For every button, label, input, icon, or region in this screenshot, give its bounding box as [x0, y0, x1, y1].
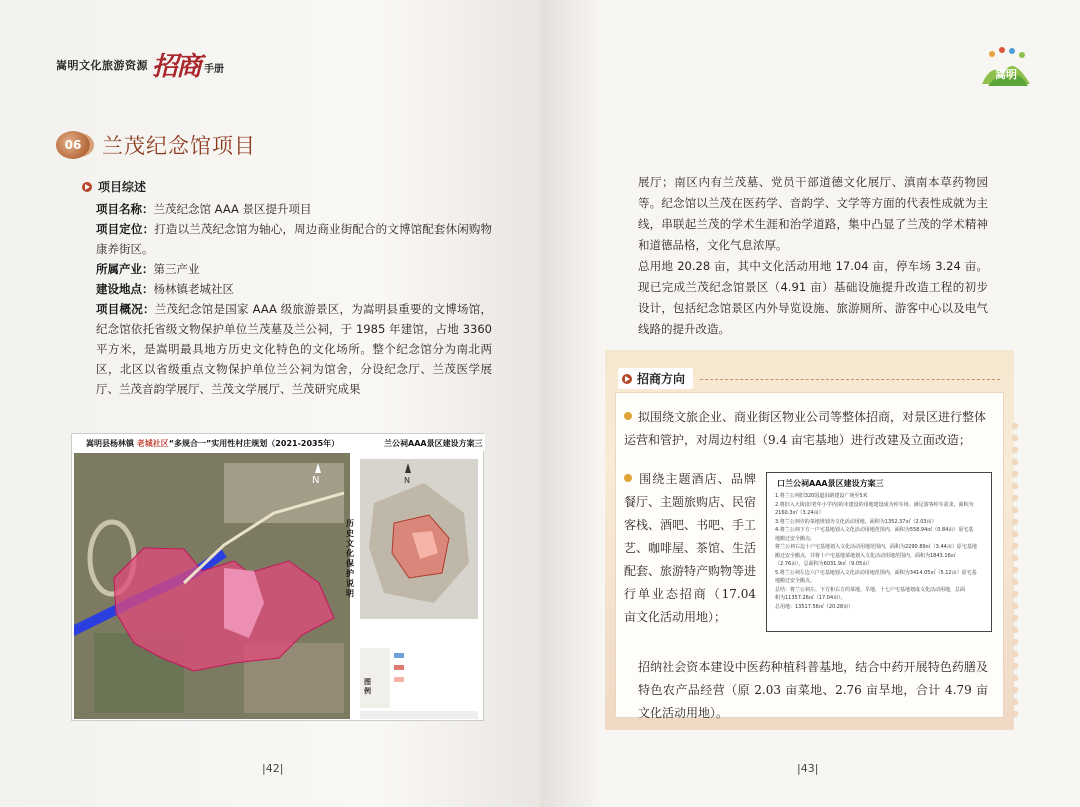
bullet-dot-icon	[624, 474, 632, 482]
investment-bullet: 招纳社会资本建设中医药种植科普基地，结合中药开展特色药膳及特色农产品经营（原 2.03 亩菜地、2.76 亩旱地，合计 4.79 亩文化活动用地）。	[638, 660, 988, 720]
row-label: 项目名称：	[96, 202, 154, 216]
overview-row	[96, 259, 492, 279]
logo-text: 嵩明	[995, 68, 1017, 81]
section-name: 兰茂纪念馆项目	[102, 134, 256, 158]
row-value: 第三产业	[153, 262, 200, 276]
plan-line: （2.76亩），总面积为6031.9㎡（9.05亩）	[775, 561, 873, 567]
site-plan-graphic	[354, 453, 483, 719]
book-header	[56, 46, 224, 83]
project-overview	[82, 178, 492, 399]
overview-row	[96, 219, 492, 259]
svg-text:N: N	[312, 475, 320, 486]
row-label: 所属产业：	[96, 262, 154, 276]
bullet-dot-icon	[624, 412, 632, 420]
legend-label: 图例	[364, 678, 371, 695]
investment-heading	[618, 368, 693, 389]
plan-line: 地搬迁安全搬点;	[775, 535, 812, 542]
plan-line: 地搬迁安全搬点。	[775, 578, 816, 584]
stamp-edge-decoration	[1008, 420, 1022, 720]
row-label: 项目概况：	[96, 302, 155, 316]
row-label: 项目定位：	[96, 222, 155, 236]
map-vertical-label: 历史文化保护说明	[346, 519, 354, 598]
overview-heading	[82, 178, 492, 195]
map-side-panel	[354, 453, 483, 719]
plan-line: 总结：将兰公祠左、下方和右方的菜地、旱地、十七户宅基地划成文化活动用地，总面	[775, 586, 966, 593]
plan-title: 口兰公祠AAA景区建设方案三	[777, 479, 884, 488]
row-value: 兰茂纪念馆 AAA 景区提升项目	[153, 202, 312, 216]
paragraph: 展厅；南区内有兰茂墓、党员干部道德文化展厅、滇南本草药物园等。纪念馆以兰茂在医药学、音韵学、文学等方面的代表性成就为主线，串联起兰茂的学术生涯和治学道路，集中凸显了兰茂的学术精神和道德品格，文化气息浓厚。	[638, 175, 988, 252]
header-zhaoshang: 招商	[152, 52, 201, 82]
plan-line: 2.将旧入大街(旧老年小学内)的未建设的用地建设成为停车场。满足游客停车需求，面积为	[775, 501, 974, 508]
scheme-plan-card	[766, 472, 992, 632]
paragraph: 总用地 20.28 亩，其中文化活动用地 17.04 亩，停车场 3.24 亩。现已完成兰茂纪念馆景区（4.91 亩）基础设施提升改造工程的初步设计，包括纪念馆景区内外导览设施、旅游厕所、游客中心以及电气线路的提升改造。	[638, 259, 988, 336]
map-title-left: 嵩明县杨林镇 老城社区“多规合一”实用性村庄规划（2021-2035年）	[86, 439, 340, 448]
plan-line: 积为11357.26㎡（17.04亩）。	[775, 595, 846, 601]
section-title	[56, 130, 256, 160]
section-number: 06	[56, 131, 90, 159]
page-number-left: |42|	[262, 762, 284, 775]
play-bullet-icon	[82, 182, 92, 192]
plan-line: 1.将兰公祠旧320国道沿路建设广场至5米	[775, 493, 868, 499]
aerial-map-image	[74, 453, 350, 719]
row-value: 杨林镇老城社区	[153, 282, 234, 296]
overview-row	[96, 279, 492, 299]
investment-heading-text: 招商方向	[637, 372, 686, 386]
map-title-right: 兰公祠AAA景区建设方案三	[384, 439, 483, 448]
aerial-map-graphic	[74, 453, 350, 719]
page-number-right: |43|	[797, 762, 819, 775]
investment-bullet: 围绕主题酒店、品牌餐厅、主题旅购店、民宿客栈、酒吧、书吧、手工艺、咖啡屋、茶馆、生活配套、旅游特产购物等进行单业态招商（17.04 亩文化活动用地）；	[624, 472, 757, 624]
right-body-text	[638, 172, 988, 340]
plan-line: 4.将兰公祠下方一户宅基地划入文化活动用地范围内，面积为558.94㎡（0.84亩）原宅基	[775, 527, 974, 533]
planning-map-figure	[71, 433, 484, 721]
plan-line: 将兰公祠右边十户宅基地划入文化活动用地范围内，面积为2290.89㎡（3.44亩）原宅基地	[775, 544, 977, 550]
songming-mountain-logo-icon	[978, 44, 1034, 92]
plan-line: 5.将兰公祠左边六户宅基地划入文化活动用地范围内，面积为3414.05㎡（5.12亩）原宅基	[775, 569, 977, 576]
row-label: 建设地点：	[96, 282, 154, 296]
overview-row	[96, 199, 492, 219]
header-title: 嵩明文化旅游资源	[56, 58, 148, 72]
play-bullet-icon	[622, 374, 632, 384]
row-value: 兰茂纪念馆是国家 AAA 级旅游景区，为嵩明县重要的文博场馆，纪念馆依托省级文物保护单位兰茂墓及兰公祠，于 1985 年建馆，占地 3360 平方米，是嵩明最具地方历史文化特色的文化场所。整个纪念馆分为南北两区，北区以省级重点文物保护单位兰公祠为馆舍，分设纪念厅、兰茂医学展厅、兰茂音韵学展厅、兰茂文学展厅、兰茂研究成果	[96, 302, 492, 396]
plan-line: 搬迁安全搬点，并将十户宅基地菜地划入文化活动用地范围内，面积为1843.16㎡	[775, 552, 956, 559]
overview-row	[96, 299, 492, 399]
row-value: 打造以兰茂纪念馆为轴心，周边商业街配合的文博馆配套休闲购物康养街区。	[96, 222, 493, 256]
svg-text:N: N	[404, 476, 410, 485]
plan-line: 2160.3㎡（3.24亩）	[775, 510, 824, 516]
overview-heading-text: 项目综述	[98, 180, 147, 194]
heading-divider	[700, 379, 1000, 380]
investment-bullet: 拟围绕文旅企业、商业街区物业公司等整体招商，对景区进行整体运营和管护，对周边村组（9.4 亩宅基地）进行改建及立面改造；	[624, 410, 987, 447]
overview-body	[82, 199, 492, 399]
header-shouce: 手册	[204, 64, 225, 75]
map-header	[72, 434, 485, 451]
plan-line: 总用地：13517.56㎡（20.28亩）	[775, 603, 854, 610]
plan-line: 3.将兰公祠旁的菜地规划为文化活动用地。面积为1352.37㎡（2.03亩）	[775, 518, 937, 525]
